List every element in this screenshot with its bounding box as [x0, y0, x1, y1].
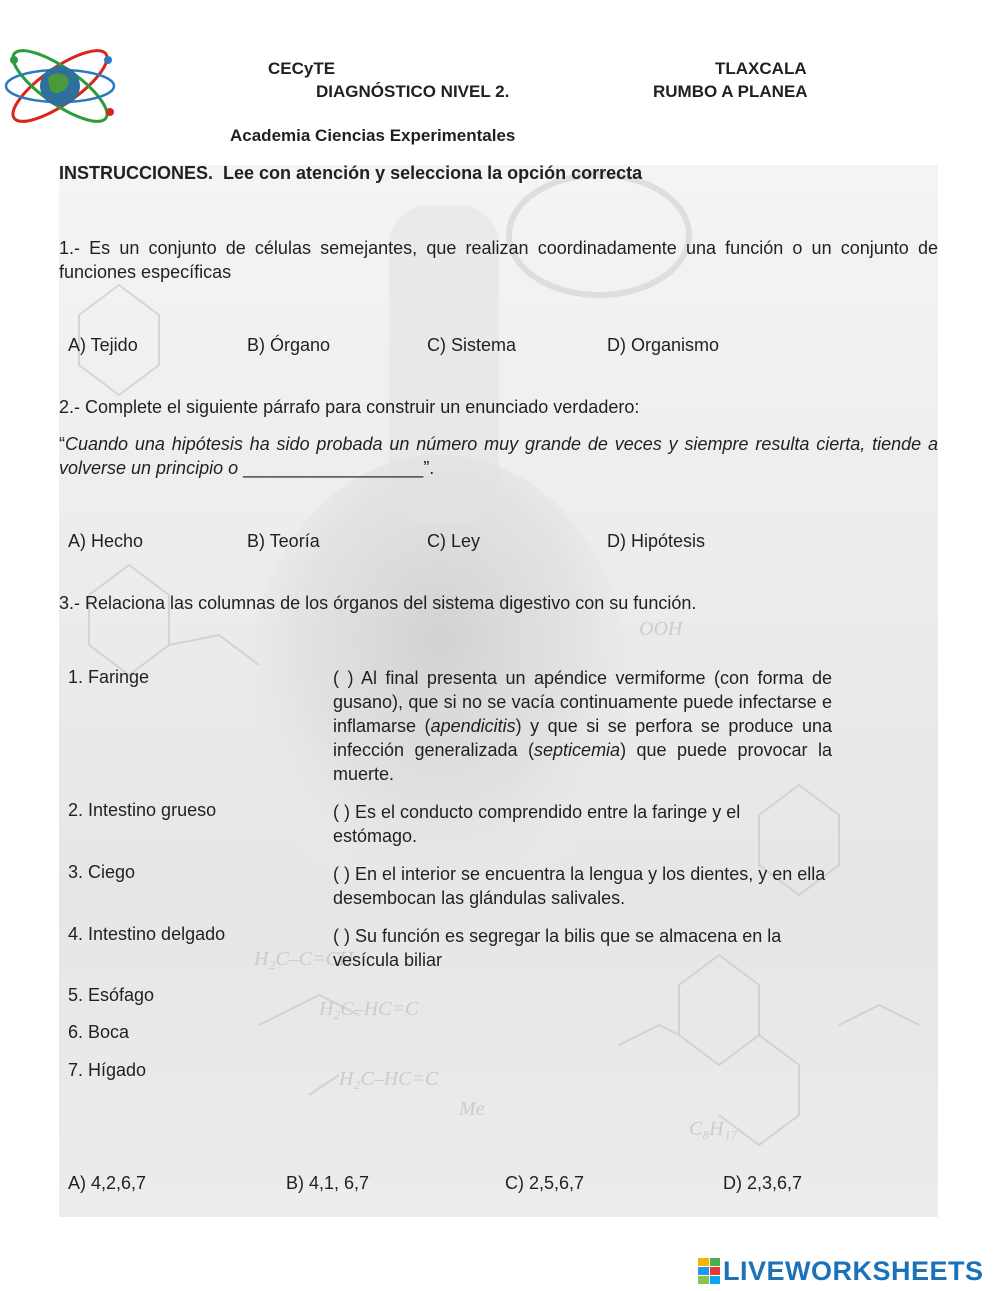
school-logo: [0, 30, 122, 135]
instructions-label: INSTRUCCIONES: [59, 163, 209, 183]
q1-option-b[interactable]: B) Órgano: [247, 335, 331, 355]
question-1-text: 1.- Es un conjunto de células semejantes, que realizan coordinadamente una función o un conjunto de funciones específicas: [59, 238, 938, 282]
instructions-text: Lee con atención y selecciona la opción correcta: [223, 163, 643, 183]
function-1-term-apendicitis: apendicitis: [430, 716, 516, 736]
function-1-text-a: ( ) Al final presenta un apéndice vermiforme (con forma de gusano), que si no se vacía continuamente puede infectarse e inflamarse (: [333, 668, 832, 736]
question-3-text: 3.- Relaciona las columnas de los órganos del sistema digestivo con su función.: [59, 593, 697, 613]
liveworksheets-icon: [698, 1258, 720, 1284]
function-1-term-septicemia: septicemia: [534, 740, 621, 760]
q3-option-c[interactable]: C) 2,5,6,7: [505, 1173, 585, 1193]
q2-option-d[interactable]: D) Hipótesis: [607, 531, 706, 551]
function-4: ( ) Su función es segregar la bilis que se almacena en la vesícula biliar: [333, 926, 782, 970]
function-1-text-b: ) y que si se perfora se produce una infección generalizada (: [333, 716, 833, 760]
function-1: [333, 666, 832, 786]
organ-2: 2. Intestino grueso: [68, 800, 217, 820]
school-name: CECyTE: [268, 59, 336, 78]
svg-text:Me: Me: [459, 1098, 485, 1120]
svg-text:H₂C–HC=C: H₂C–HC=C: [319, 998, 419, 1020]
liveworksheets-logo[interactable]: [698, 1256, 984, 1286]
quote-text: Cuando una hipótesis ha sido probada un número muy grande de veces y siempre resulta cierta, tiende a volverse un principio o: [59, 434, 938, 478]
instructions: INSTRUCCIONES. Lee con atención y selecciona la opción correcta: [59, 163, 643, 183]
organ-3: 3. Ciego: [68, 862, 136, 882]
q3-option-b[interactable]: B) 4,1, 6,7: [286, 1173, 370, 1193]
q1-option-a[interactable]: A) Tejido: [68, 335, 138, 355]
organ-5: 5. Esófago: [68, 985, 155, 1005]
function-2: ( ) Es el conducto comprendido entre la faringe y el estómago.: [333, 802, 741, 846]
q3-option-d[interactable]: D) 2,3,6,7: [723, 1173, 803, 1193]
motto: RUMBO A PLANEA: [653, 82, 808, 101]
svg-text:C₈H₁₇: C₈H₁₇: [689, 1118, 738, 1140]
exam-title: DIAGNÓSTICO NIVEL 2.: [316, 82, 510, 101]
organ-6: 6. Boca: [68, 1022, 130, 1042]
academy-name: Academia Ciencias Experimentales: [230, 126, 516, 145]
svg-text:OOH: OOH: [639, 618, 683, 640]
q2-option-b[interactable]: B) Teoría: [247, 531, 320, 551]
q2-option-a[interactable]: A) Hecho: [68, 531, 144, 551]
quote-close: ”.: [423, 458, 435, 478]
question-2-text: 2.- Complete el siguiente párrafo para construir un enunciado verdadero:: [59, 397, 640, 417]
liveworksheets-brand: LIVEWORKSHEETS: [723, 1255, 984, 1286]
q2-option-c[interactable]: C) Ley: [427, 531, 481, 551]
function-3: ( ) En el interior se encuentra la lengua y los dientes, y en ella desembocan las glándulas salivales.: [333, 864, 826, 908]
q1-option-c[interactable]: C) Sistema: [427, 335, 517, 355]
svg-text:H₂C–HC=C: H₂C–HC=C: [339, 1068, 439, 1090]
organ-7: 7. Hígado: [68, 1060, 147, 1080]
organ-1: 1. Faringe: [68, 667, 150, 687]
organ-4: 4. Intestino delgado: [68, 924, 226, 944]
function-1-text-c: ) que puede provocar la muerte.: [333, 740, 833, 784]
state-name: TLAXCALA: [715, 59, 807, 78]
q1-option-d[interactable]: D) Organismo: [607, 335, 720, 355]
question-2-quote: [59, 432, 938, 480]
quote-blank[interactable]: __________________: [243, 458, 424, 478]
quote-open: “: [59, 434, 65, 454]
svg-text:H₂C–C=CH: H₂C–C=CH: [254, 948, 354, 970]
q3-option-a[interactable]: A) 4,2,6,7: [68, 1173, 147, 1193]
